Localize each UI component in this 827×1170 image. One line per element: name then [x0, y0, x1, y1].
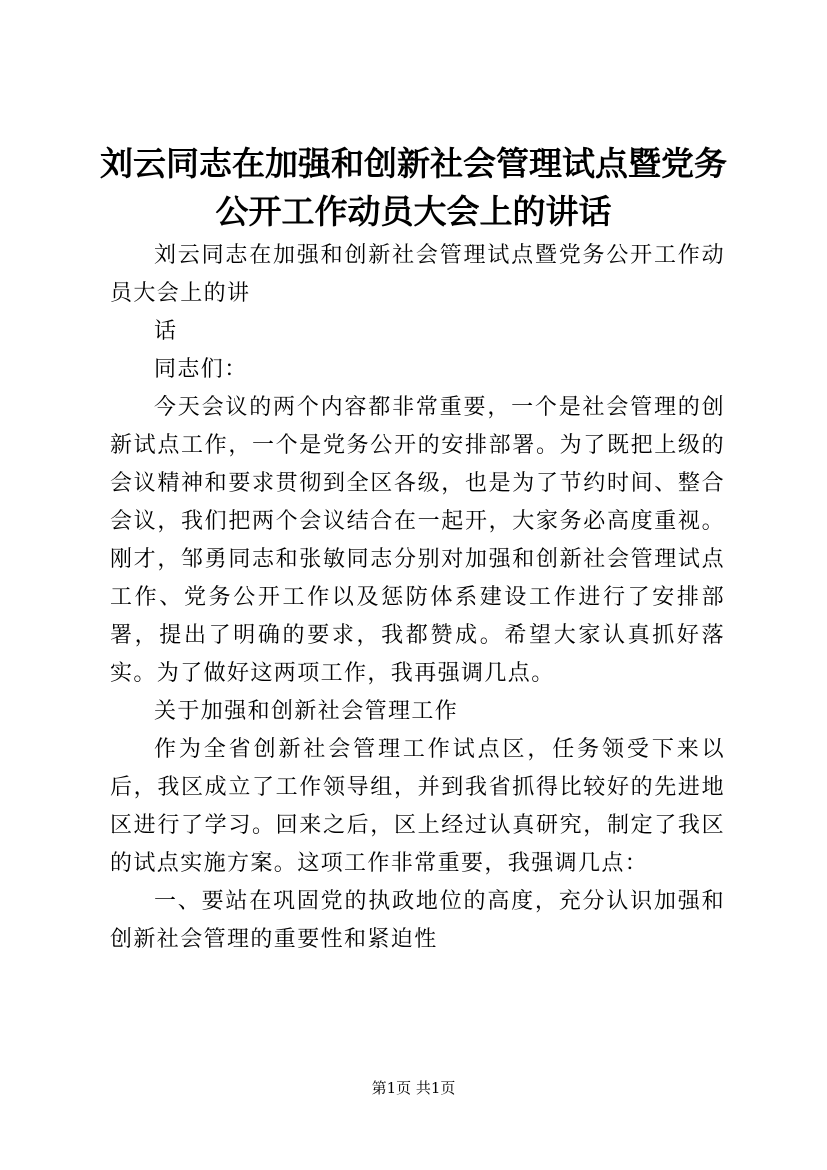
document-body — [110, 237, 725, 959]
document-title: 刘云同志在加强和创新社会管理试点暨党务公开工作动员大会上的讲话 — [100, 144, 727, 231]
paragraph-intro: 今天会议的两个内容都非常重要，一个是社会管理的创新试点工作，一个是党务公开的安排部署。为了既把上级的会议精神和要求贯彻到全区各级，也是为了节约时间、整合会议，我们把两个会议结合在一起开，大家务必高度重视。刚才，邹勇同志和张敏同志分别对加强和创新社会管理试点工作、党务公开工作以及惩防体系建设工作进行了安排部署，提出了明确的要求，我都赞成。希望大家认真抓好落实。为了做好这两项工作，我再强调几点。 — [110, 395, 725, 686]
paragraph-point-one: 一、要站在巩固党的执政地位的高度，充分认识加强和创新社会管理的重要性和紧迫性 — [110, 889, 725, 952]
paragraph-pilot: 作为全省创新社会管理工作试点区，任务领受下来以后，我区成立了工作领导组，并到我省抓得比较好的先进地区进行了学习。回来之后，区上经过认真研究，制定了我区的试点实施方案。这项工作非常重要，我强调几点： — [110, 737, 725, 876]
paragraph-section-title: 关于加强和创新社会管理工作 — [154, 699, 459, 724]
page-footer: 第1页 共1页 — [371, 1079, 456, 1097]
paragraph-salutation: 同志们： — [154, 357, 248, 382]
paragraph-heading-repeat: 刘云同志在加强和创新社会管理试点暨党务公开工作动员大会上的讲 — [110, 243, 725, 306]
paragraph-heading-tail: 话 — [154, 319, 178, 344]
